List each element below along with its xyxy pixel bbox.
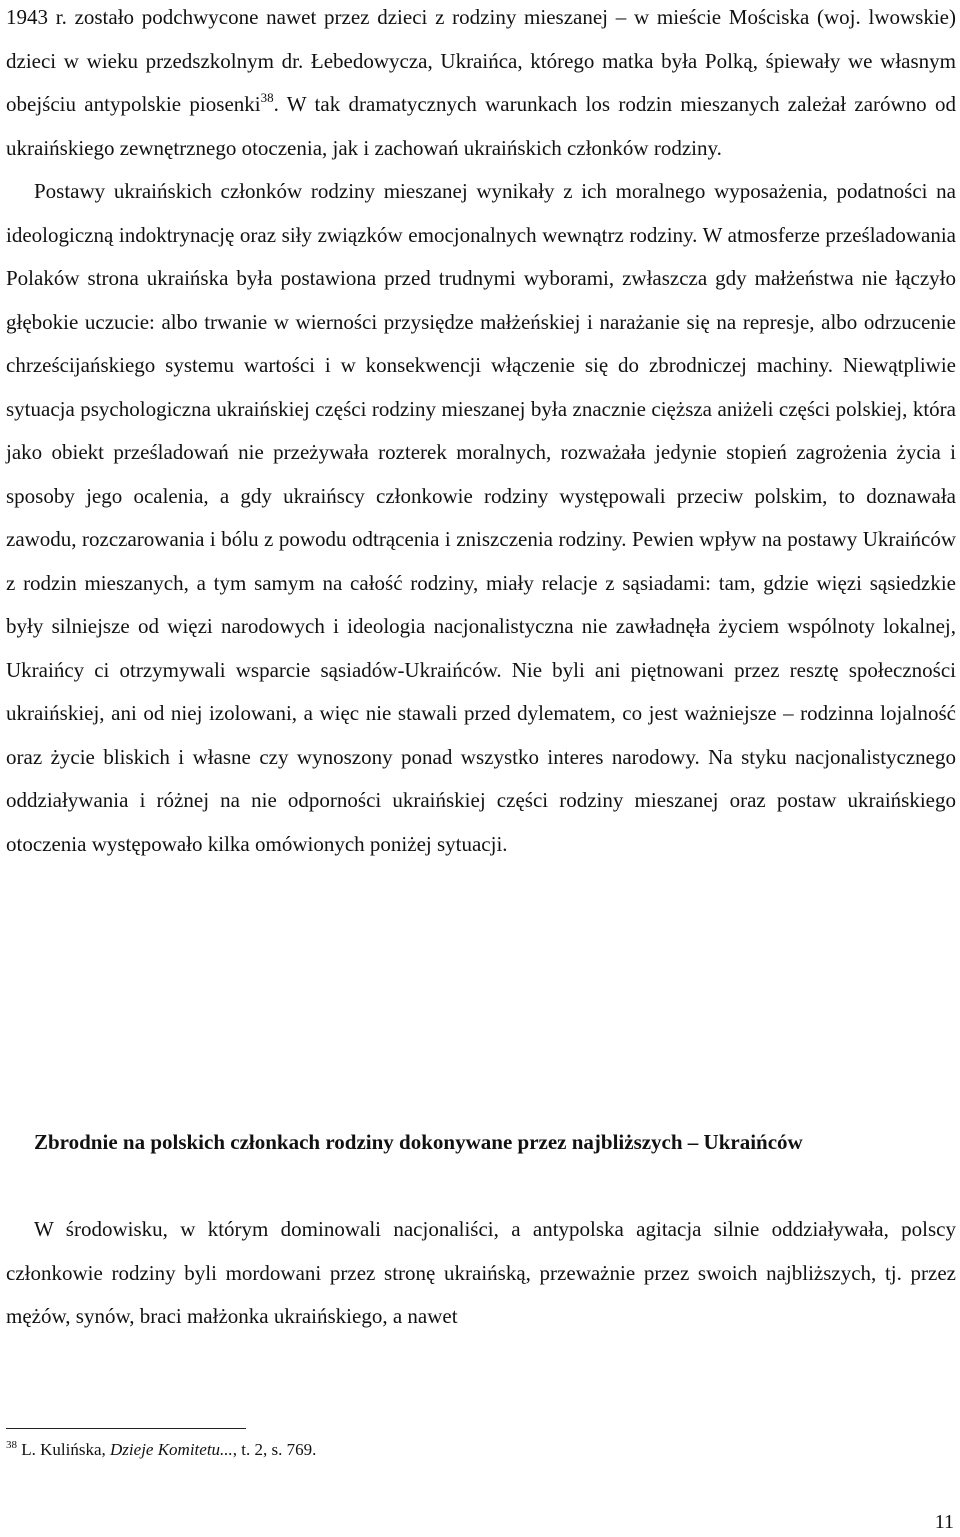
footnote [6, 1438, 316, 1462]
footnote-divider [6, 1428, 246, 1429]
footnote-author: L. Kulińska, [17, 1440, 111, 1459]
section-paragraph: W środowisku, w którym dominowali nacjonaliści, a antypolska agitacja silnie oddziaływała, polscy członkowie rodziny byli mordowani przez stronę ukraińską, przeważnie przez swoich najbliższych, tj. przez mężów, synów, braci małżonka ukraińskiego, a nawet [6, 1217, 956, 1328]
footnote-title: Dzieje Komitetu... [110, 1440, 233, 1459]
footnote-number: 38 [6, 1439, 17, 1451]
paragraph-1-text-a: 1943 r. zostało podchwycone nawet przez dzieci z rodziny mieszanej – w mieście Mościska (woj. lwowskie) dzieci w wieku przedszkolnym dr. Łebedowycza, Ukraińca, którego matka była Polką, śpiewały we własnym obejściu antypolskie piosenki [6, 5, 956, 116]
page-body [6, 0, 956, 866]
paragraph-1 [6, 0, 956, 170]
footnote-reference[interactable]: 38 [260, 90, 274, 105]
paragraph-1-text-b: . W tak dramatycznych warunkach los rodzin mieszanych zależał zarówno od ukraińskiego zewnętrznego otoczenia, jak i zachowań ukraińskich członków rodziny. [6, 92, 956, 160]
footnote-details: , t. 2, s. 769. [232, 1440, 317, 1459]
page-number: 11 [934, 1511, 954, 1533]
paragraph-2: Postawy ukraińskich członków rodziny mieszanej wynikały z ich moralnego wyposażenia, podatności na ideologiczną indoktrynację oraz siły związków emocjonalnych wewnątrz rodziny. W atmosferze prześladowania Polaków strona ukraińska była postawiona przed trudnymi wyborami, zwłaszcza gdy małżeństwa nie łączyło głębokie uczucie: albo trwanie w wierności przysiędze małżeńskiej i narażanie się na represje, albo odrzucenie chrześcijańskiego systemu wartości i w konsekwencji włączenie się do zbrodniczej machiny. Niewątpliwie sytuacja psychologiczna ukraińskiej części rodziny mieszanej była znacznie cięższa aniżeli części polskiej, która jako obiekt prześladowań nie przeżywała rozterek moralnych, rozważała jedynie stopień zagrożenia życia i sposoby jego ocalenia, a gdy ukraińscy członkowie rodziny występowali przeciw polskim, to doznawała zawodu, rozczarowania i bólu z powodu odtrącenia i zniszczenia rodziny. Pewien wpływ na postawy Ukraińców z rodzin mieszanych, a tym samym na całość rodziny, miały relacje z sąsiadami: tam, gdzie więzi sąsiedzkie były silniejsze od więzi narodowych i ideologia nacjonalistyczna nie zawładnęła życiem wspólnoty lokalnej, Ukraińcy ci otrzymywali wsparcie sąsiadów-Ukraińców. Nie byli ani piętnowani przez resztę społeczności ukraińskiej, ani od niej izolowani, a więc nie stawali przed dylematem, co jest ważniejsze – rodzinna lojalność oraz życie bliskich i własne czy wynoszony ponad wszystko interes narodowy. Na styku nacjonalistycznego oddziaływania i różnej na nie odporności ukraińskiej części rodziny mieszanej oraz postaw ukraińskiego otoczenia występowało kilka omówionych poniżej sytuacji. [6, 179, 956, 856]
section-heading: Zbrodnie na polskich członkach rodziny dokonywane przez najbliższych – Ukraińców [34, 1130, 803, 1154]
